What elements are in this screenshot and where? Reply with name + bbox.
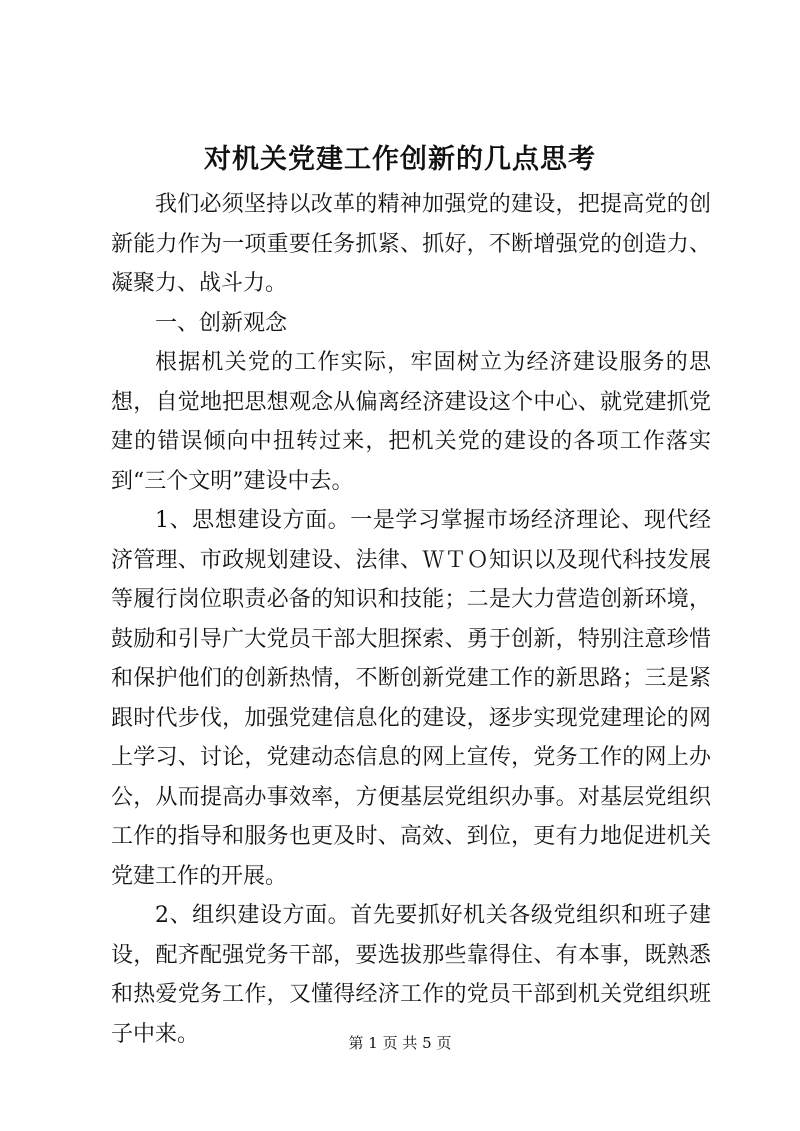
document-title: 对机关党建工作创新的几点思考: [204, 144, 596, 175]
document-body: [111, 185, 711, 1054]
body-paragraph: 2、组织建设方面。首先要抓好机关各级党组织和班子建设，配齐配强党务干部，要选拔那些靠得住、有本事，既熟悉和热爱党务工作，又懂得经济工作的党员干部到机关党组织班子中来。: [111, 903, 711, 1047]
page-number-footer: 第 1 页 共 5 页: [348, 1034, 452, 1052]
body-paragraph: 根据机关党的工作实际，牢固树立为经济建设服务的思想，自觉地把思想观念从偏离经济建设这个中心、就党建抓党建的错误倾向中扭转过来，把机关党的建设的各项工作落实到“三个文明”建设中去。: [111, 350, 711, 494]
section-heading: 一、创新观念: [155, 310, 288, 336]
body-paragraph: 1、思想建设方面。一是学习掌握市场经济理论、现代经济管理、市政规划建设、法律、ＷＴＯ知识以及现代科技发展等履行岗位职责必备的知识和技能；二是大力营造创新环境，鼓励和引导广大党员干部大胆探索、勇于创新，特别注意珍惜和保护他们的创新热情，不断创新党建工作的新思路；三是紧跟时代步伐，加强党建信息化的建设，逐步实现党建理论的网上学习、讨论，党建动态信息的网上宣传，党务工作的网上办公，从而提高办事效率，方便基层党组织办事。对基层党组织工作的指导和服务也更及时、高效、到位，更有力地促进机关党建工作的开展。: [111, 508, 711, 889]
intro-paragraph: 我们必须坚持以改革的精神加强党的建设，把提高党的创新能力作为一项重要任务抓紧、抓好，不断增强党的创造力、凝聚力、战斗力。: [111, 192, 711, 296]
